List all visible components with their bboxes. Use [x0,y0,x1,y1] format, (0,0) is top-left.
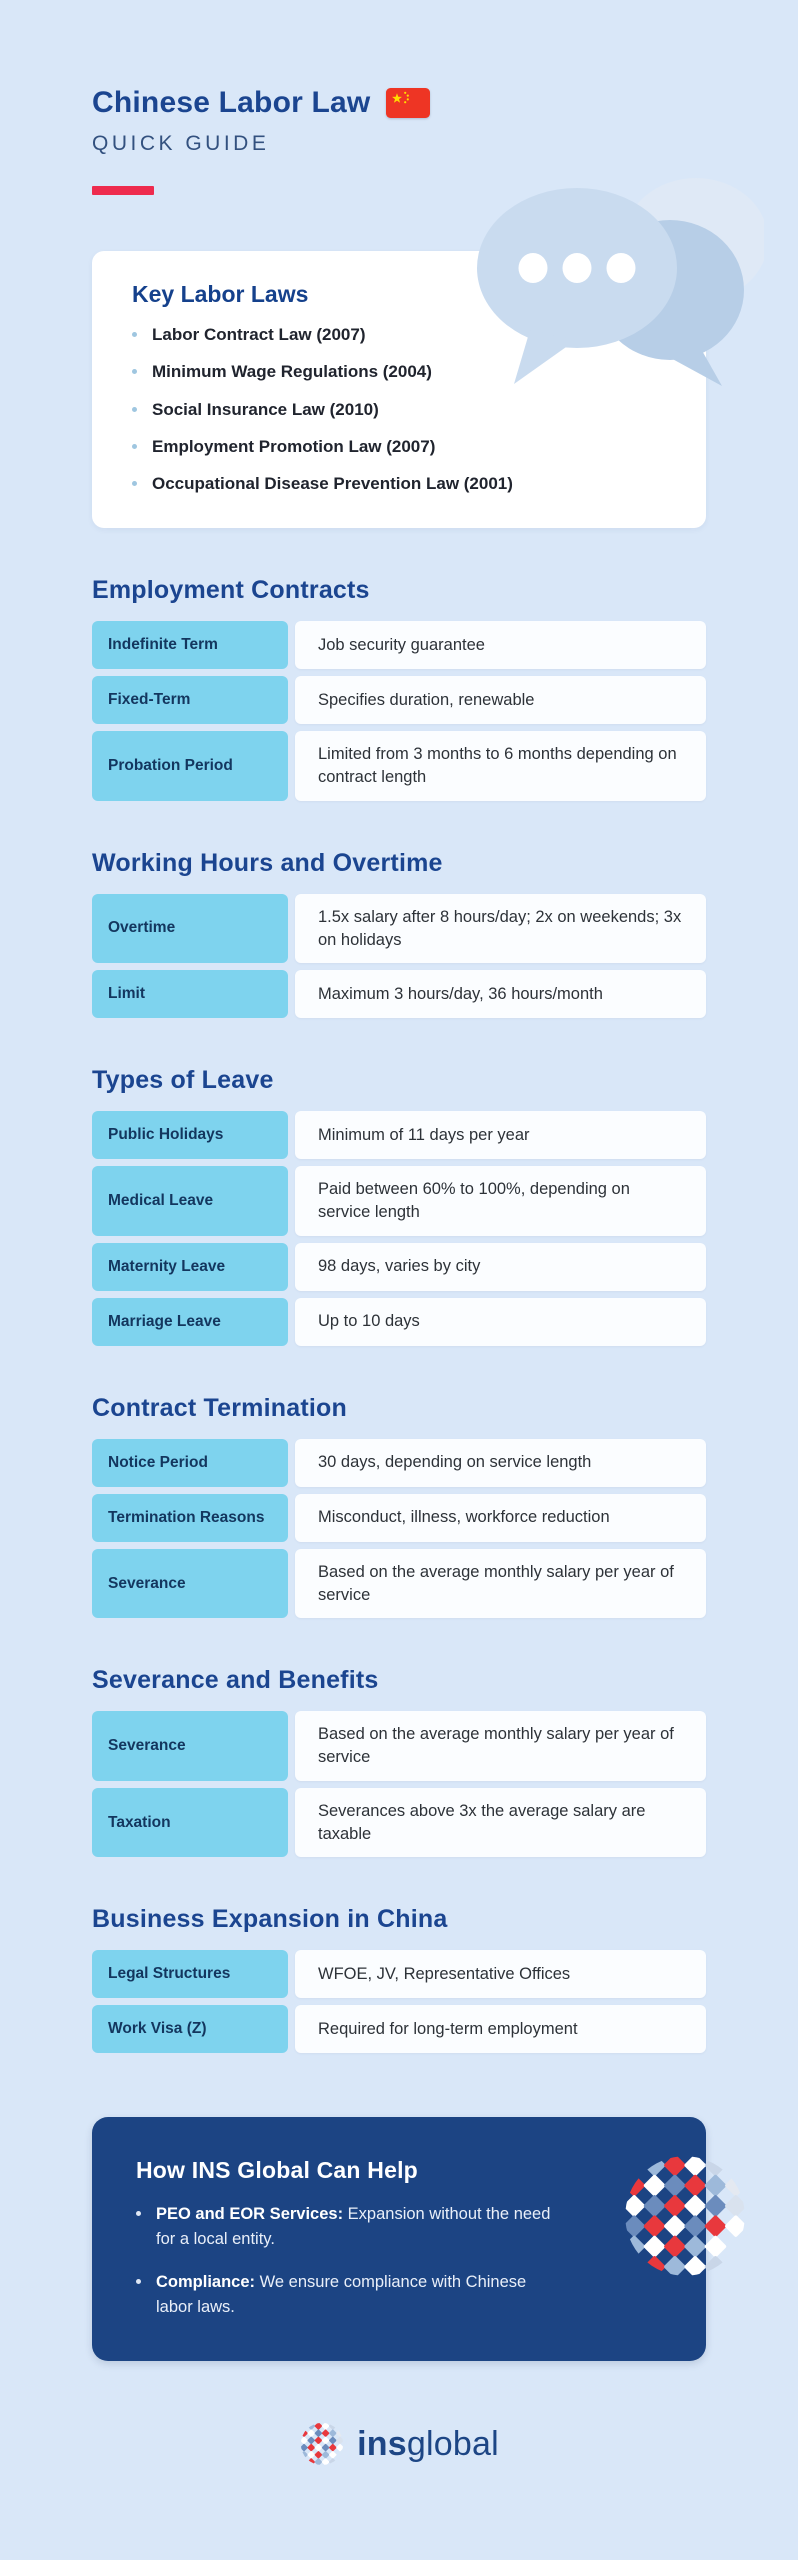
header [0,0,798,195]
info-section [92,1666,706,1857]
info-table [92,1711,706,1857]
row-label: Notice Period [92,1439,288,1487]
row-label: Limit [92,970,288,1018]
bullet-dot-icon [136,2279,141,2284]
accent-bar [92,186,154,195]
row-value: Required for long-term employment [295,2005,706,2053]
table-row [92,1166,706,1236]
section-title: Working Hours and Overtime [92,848,443,877]
table-row [92,1494,706,1542]
row-value: Based on the average monthly salary per year of service [295,1549,706,1619]
law-label: Labor Contract Law (2007) [152,325,366,344]
info-section [92,1905,706,2053]
brand-light: global [406,2424,499,2463]
help-item-text [156,2270,556,2320]
help-item-lead: Compliance: [156,2272,256,2291]
row-value: 1.5x salary after 8 hours/day; 2x on weekends; 3x on holidays [295,894,706,964]
info-section [92,1066,706,1346]
list-item [132,436,666,457]
law-label: Occupational Disease Prevention Law (2001) [152,474,513,493]
row-value: Minimum of 11 days per year [295,1111,706,1159]
row-label: Probation Period [92,731,288,801]
bullet-dot-icon [132,444,137,449]
row-label: Legal Structures [92,1950,288,1998]
table-row [92,2005,706,2053]
row-label: Marriage Leave [92,1298,288,1346]
bullet-dot-icon [132,481,137,486]
table-row [92,1950,706,1998]
info-section [92,576,706,801]
bullet-dot-icon [136,2211,141,2216]
list-item [132,473,666,494]
row-label: Indefinite Term [92,621,288,669]
table-row [92,970,706,1018]
help-item-body: Expansion without the need for a local entity. [156,2205,551,2249]
row-value: Severances above 3x the average salary are taxable [295,1788,706,1858]
table-row [92,621,706,669]
help-item-lead: PEO and EOR Services: [156,2205,344,2224]
card-title: Key Labor Laws [132,281,309,307]
table-row [92,1243,706,1291]
row-value: WFOE, JV, Representative Offices [295,1950,706,1998]
row-label: Severance [92,1549,288,1619]
row-label: Public Holidays [92,1111,288,1159]
table-row [92,676,706,724]
row-value: 98 days, varies by city [295,1243,706,1291]
row-label: Termination Reasons [92,1494,288,1542]
globe-mosaic-icon [299,2421,345,2467]
law-label: Employment Promotion Law (2007) [152,436,436,456]
info-table [92,621,706,801]
row-value: 30 days, depending on service length [295,1439,706,1487]
help-card-title: How INS Global Can Help [136,2157,418,2184]
table-row [92,731,706,801]
bullet-dot-icon [132,332,137,337]
row-label: Fixed-Term [92,676,288,724]
row-value: Limited from 3 months to 6 months depending on contract length [295,731,706,801]
row-value: Up to 10 days [295,1298,706,1346]
info-section [92,1394,706,1619]
row-value: Based on the average monthly salary per year of service [295,1711,706,1781]
help-list [136,2202,556,2319]
section-title: Business Expansion in China [92,1905,448,1934]
table-row [92,1711,706,1781]
table-row [92,894,706,964]
row-label: Taxation [92,1788,288,1858]
row-label: Medical Leave [92,1166,288,1236]
info-table [92,1950,706,2053]
row-value: Paid between 60% to 100%, depending on service length [295,1166,706,1236]
list-item [136,2270,556,2320]
table-row [92,1549,706,1619]
section-title: Employment Contracts [92,576,370,605]
page-title: Chinese Labor Law [92,86,371,119]
help-card [92,2117,706,2361]
row-label: Work Visa (Z) [92,2005,288,2053]
row-label: Maternity Leave [92,1243,288,1291]
help-item-body: We ensure compliance with Chinese labor laws. [156,2272,527,2316]
row-value: Misconduct, illness, workforce reduction [295,1494,706,1542]
page-subtitle: QUICK GUIDE [92,132,270,155]
chat-bubbles-icon [464,168,764,396]
law-label: Minimum Wage Regulations (2004) [152,362,432,382]
globe-mosaic-icon [620,2151,750,2281]
row-value: Maximum 3 hours/day, 36 hours/month [295,970,706,1018]
row-label: Overtime [92,894,288,964]
section-title: Severance and Benefits [92,1666,379,1695]
help-item-text [156,2202,556,2252]
row-label: Severance [92,1711,288,1781]
bullet-dot-icon [132,369,137,374]
info-table [92,894,706,1019]
insglobal-logo [357,2425,499,2464]
law-label: Social Insurance Law (2010) [152,399,379,419]
row-value: Job security guarantee [295,621,706,669]
table-row [92,1111,706,1159]
table-row [92,1298,706,1346]
row-value: Specifies duration, renewable [295,676,706,724]
section-title: Types of Leave [92,1066,274,1095]
table-row [92,1439,706,1487]
brand-bold: ins [357,2424,407,2463]
china-flag-icon [386,88,430,118]
sections-container [0,576,798,2053]
info-section [92,849,706,1019]
list-item [136,2202,556,2252]
bullet-dot-icon [132,407,137,412]
table-row [92,1788,706,1858]
info-table [92,1439,706,1619]
info-table [92,1111,706,1346]
list-item [132,399,666,420]
footer [0,2421,798,2467]
section-title: Contract Termination [92,1393,347,1422]
